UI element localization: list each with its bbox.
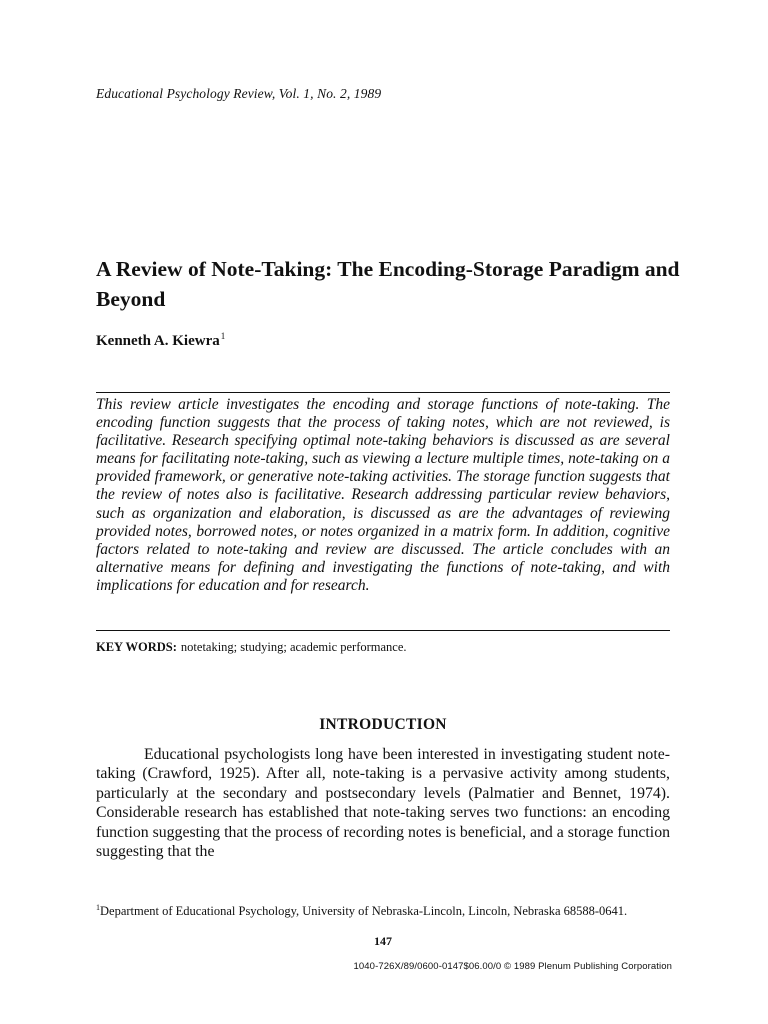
keywords-value: notetaking; studying; academic performance. xyxy=(180,640,407,654)
introduction-heading: INTRODUCTION xyxy=(319,716,447,733)
author-footnote-mark: 1 xyxy=(220,331,226,341)
footnote-mark: 1 xyxy=(96,903,100,912)
author-name: Kenneth A. Kiewra xyxy=(96,333,220,349)
copyright-line: 1040-726X/89/0600-0147$06.00/0 © 1989 Plenum Publishing Corporation xyxy=(353,961,672,972)
abstract-text: This review article investigates the encoding and storage functions of note-taking. The encoding function suggests that the process of taking notes, which are not reviewed, is facilitative. Research specifying optimal note-taking behaviors is discussed as are several means for facilitating note-taking, such as viewing a lecture multiple times, note-taking on a provided framework, or generative note-taking activities. The storage function suggests that the review of notes also is facilitative. Research addressing particular review behaviors, such as organization and elaboration, is discussed as are the advantages of reviewing provided notes, borrowed notes, or notes organized in a matrix form. In addition, cognitive factors related to note-taking and review are discussed. The article concludes with an alternative means for defining and investigating the functions of note-taking, and with implications for education and for research. xyxy=(96,396,670,594)
affiliation-footnote xyxy=(96,900,670,919)
abstract-bottom-rule xyxy=(96,630,670,631)
journal-citation: Educational Psychology Review, Vol. 1, No. 2, 1989 xyxy=(96,86,382,101)
keywords-label: KEY WORDS: xyxy=(96,640,177,654)
footnote-text: Department of Educational Psychology, University of Nebraska-Lincoln, Lincoln, Nebraska 68588-0641. xyxy=(100,904,628,918)
article-title: A Review of Note-Taking: The Encoding-Storage Paradigm and Beyond xyxy=(96,257,680,311)
introduction-paragraph: Educational psychologists long have been interested in investigating student note-taking (Crawford, 1925). After all, note-taking is a pervasive activity among students, particularly at the secondary and postsecondary levels (Palmatier and Bennet, 1974). Considerable research has established that note-taking serves two functions: an encoding function suggesting that the process of recording notes is beneficial, and a storage function suggesting that the xyxy=(96,746,670,861)
author-line xyxy=(96,331,225,350)
keywords-line xyxy=(96,640,407,655)
page-number: 147 xyxy=(374,934,392,948)
abstract-top-rule xyxy=(96,392,670,393)
